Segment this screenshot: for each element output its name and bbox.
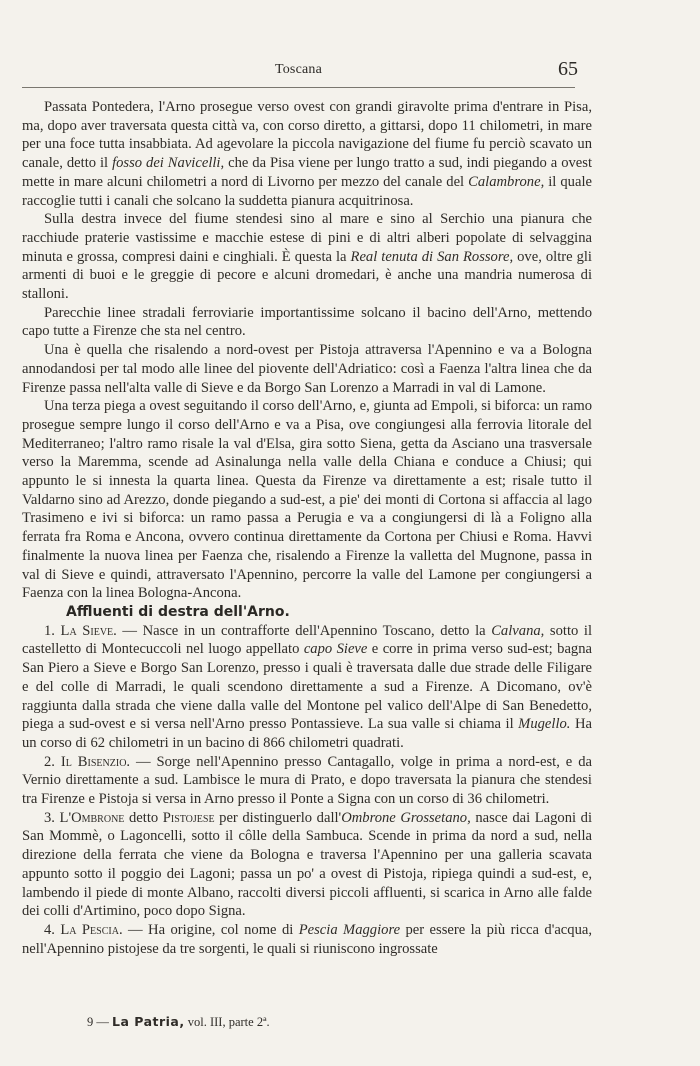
page-body — [22, 98, 592, 958]
work-title: La Patria, — [112, 1014, 185, 1029]
header-rule — [22, 87, 575, 88]
running-title: Toscana — [274, 62, 323, 77]
page-number: 65 — [558, 58, 578, 80]
list-item: 2. Il Bisenzio. — Sorge nell'Apennino presso Cantagallo, volge in prima a nord-est, e da Vernio direttamente a sud. Lambisce le mura di Prato, e dopo traversata la pianura che stendesi tra Firenze e Pistoja si versa in Arno presso il Ponte a Signa con un corso di 36 chilometri. — [22, 753, 592, 808]
section-heading: Affluenti di destra dell'Arno. — [66, 603, 290, 620]
paragraph: Passata Pontedera, l'Arno prosegue verso ovest con grandi giravolte prima d'entrare in Pisa, ma, dopo aver traversata questa città va, con corso diretto, a gittarsi, dopo 11 chilometri, in mare per una foce tutta insabbiata. Ad agevolare la piccola navigazione del fiume fu perciò scavato un canale, detto il fosso dei Navicelli, che da Pisa viene per lungo tratto a sud, indi piegando a ovest mette in mare alcuni chilometri a nord di Livorno per mezzo del canale del Calambrone, il quale raccoglie tutti i canali che solcano la suddetta pianura acquitrinosa. — [22, 99, 592, 209]
paragraph: Sulla destra invece del fiume stendesi sino al mare e sino al Serchio una pianura che racchiude praterie vastissime e macchie estese di pini e di altri alberi popolate di selvaggina minuta e grossa, compresi daini e cinghiali. È questa la Real tenuta di San Rossore, ove, oltre gli armenti di buoi e le greggie di pecore e alcuni dromedari, è anche una mandria numerosa di stalloni. — [22, 211, 592, 303]
list-item: 3. L'Ombrone detto Pistojese per distinguerlo dall'Ombrone Grossetano, nasce dai Lagoni di San Mommè, o Lagoncelli, sotto il côlle della Sambuca. Scende in prima da nord a sud, nella direzione della ferrata che viene da Bologna e traversa l'Apennino per una galleria scavata appunto sotto il poggio dei Lagoni; passa un po' a ovest di Pistoja, ripiega quindi a sud-est, e, lambendo il piede di monte Albano, raccolti diversi piccoli affluenti, si scarica in Arno alle falde dei colli d'Artimino, poco dopo Signa. — [22, 809, 593, 920]
paragraph: Una terza piega a ovest seguitando il corso dell'Arno, e, giunta ad Empoli, si biforca: un ramo prosegue sempre lungo il corso dell'Arno e va a Pisa, ove congiungesi alla ferrovia litorale del Mediterraneo; l'altro ramo risale la val d'Elsa, gira sotto Siena, getta da Asciano una trasversale verso la Maremma, scende ad Asinalunga nella valle della Chiana e conduce a Chiusi; qui appunto le si innesta la quarta linea. Questa da Firenze va direttamente a est; risale tutto il Valdarno sino ad Arezzo, donde piegando a sud-est, a pie' dei monti di Cortona si affaccia al lago Trasimeno e ivi si biforca: un ramo passa a Perugia e va a congiungersi di là a Foligno alla ferrata fra Roma e Ancona, ovvero continua direttamente da Cortona per Chiusi e Roma. Havvi finalmente la nuova linea per Faenza che, risalendo a Firenze la valletta del Mugnone, passa in val di Sieve e quindi, attraversato l'Apennino, percorre la valle del Lamone per congiungersi a Faenza con la linea Bologna-Ancona. — [22, 398, 592, 602]
list-item: 4. La Pescia. — Ha origine, col nome di Pescia Maggiore per essere la più ricca d'acqua, nell'Apennino pistojese da tre sorgenti, le quali si riuniscono ingrossate — [22, 921, 593, 957]
page-footer: 9 — La Patria, vol. III, parte 2ª. — [87, 1014, 270, 1029]
page-header — [22, 58, 578, 90]
paragraph: Parecchie linee stradali ferroviarie importantissime solcano il bacino dell'Arno, mettendo capo tutte a Firenze che sta nel centro. — [22, 304, 592, 340]
paragraph: Una è quella che risalendo a nord-ovest per Pistoja attraversa l'Apennino e va a Bologna annodandosi per tal modo alle linee del piovente dell'Adriatico: così a Faenza l'altra linea che da Firenze passa nell'alta valle di Sieve e da Borgo San Lorenzo a Marradi in val di Lamone. — [22, 342, 592, 396]
list-item: 1. La Sieve. — Nasce in un contrafforte dell'Apennino Toscano, detto la Calvana, sotto il castelletto di Montecuccoli nel luogo appellato capo Sieve e corre in prima verso sud-est; bagna San Piero a Sieve e Borgo San Lorenzo, presso i quali è traversata dalle due strade delle Filigare e del colle di Marradi, le quali scendono direttamente a sud a Firenze. A Dicomano, ov'è raggiunta dalla strada che viene dalla valle del Montone pel valico dell'Alpe di San Benedetto, piega a sud-ovest e si versa nell'Arno presso Pontassieve. La sua valle si chiama il Mugello. Ha un corso di 62 chilometri in un bacino di 866 chilometri quadrati. — [22, 622, 593, 751]
